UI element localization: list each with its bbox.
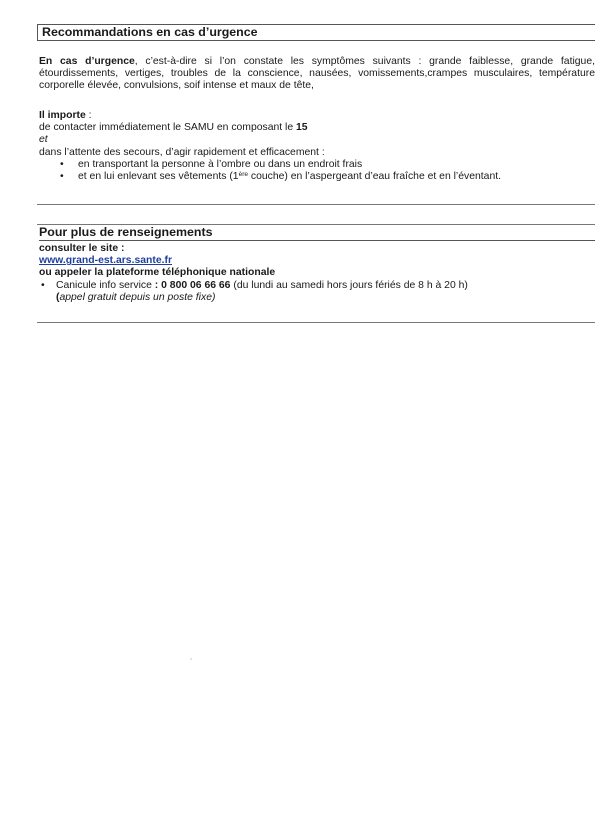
action-list <box>39 159 595 183</box>
intro-bold: En cas d’urgence <box>39 56 135 67</box>
importe-block <box>39 110 595 183</box>
samu-line: de contacter immédiatement le SAMU en composant le 15 <box>39 122 308 134</box>
divider <box>37 204 595 205</box>
secours-line: dans l’attente des secours, d’agir rapidement et efficacement : <box>39 146 325 158</box>
bullet-icon: • <box>60 158 64 170</box>
urgence-intro <box>39 56 595 93</box>
intro-text: , c’est-à-dire si l’on constate les symptômes suivants : grande faiblesse, grande fatigue, étourdissements, vertiges, troubles de la conscience, nausées, vomissements,crampes musculaires, température corporelle élevée, convulsions, soif intense et maux de tête, <box>39 56 595 92</box>
list-item: • en transportant la personne à l’ombre ou dans un endroit frais <box>60 158 363 170</box>
free-note: appel gratuit depuis un poste fixe) <box>59 291 216 303</box>
importe-line: Il importe : <box>39 110 92 121</box>
scan-speck <box>190 658 192 660</box>
urgence-section-title: Recommandations en cas d’urgence <box>37 24 595 41</box>
et-line: et <box>39 134 48 146</box>
info-section-title: Pour plus de renseignements <box>39 225 595 241</box>
site-link[interactable]: www.grand-est.ars.sante.fr <box>39 255 172 267</box>
samu-number: 15 <box>296 122 308 134</box>
divider <box>37 322 595 323</box>
phone-label: ou appeler la plateforme téléphonique nationale <box>39 267 276 279</box>
bullet-icon: • <box>60 171 64 183</box>
service-number: 0 800 06 66 66 <box>161 279 231 291</box>
list-item: • et en lui enlevant ses vêtements (1ère couche) en l’aspergeant d’eau fraîche et en l’éventant. <box>60 171 501 183</box>
info-block <box>39 243 595 304</box>
bullet-icon: • <box>41 279 45 291</box>
consult-label: consulter le site : <box>39 243 125 254</box>
free-note-line: (appel gratuit depuis un poste fixe) <box>56 291 216 303</box>
service-line: • Canicule info service : 0 800 06 66 66 (du lundi au samedi hors jours fériés de 8 h à 20 h) <box>41 279 468 291</box>
